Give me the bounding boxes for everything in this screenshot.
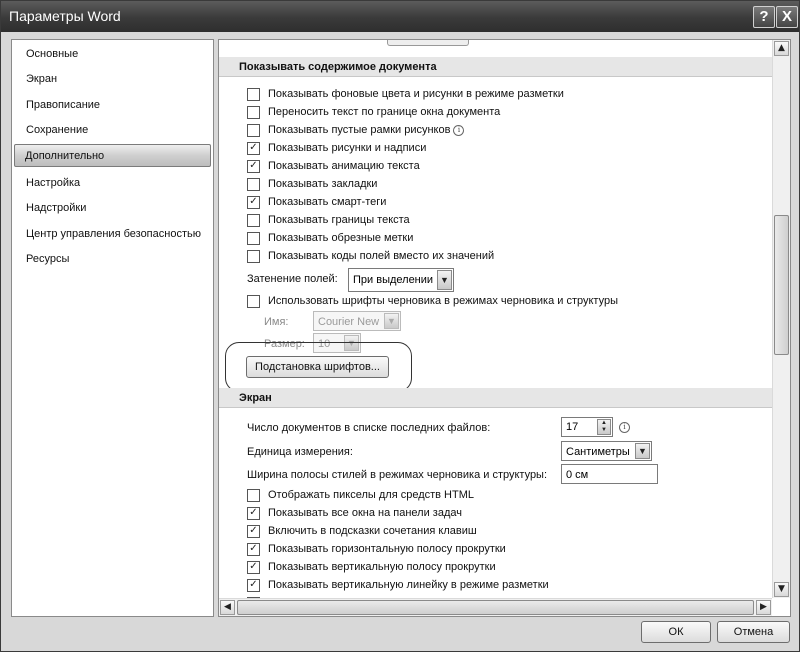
checkbox-row[interactable]	[247, 293, 618, 309]
font-size-label: Размер:	[264, 338, 305, 350]
checkbox-row[interactable]	[247, 212, 410, 228]
sidebar-item-customize[interactable]: Настройка	[26, 177, 81, 189]
info-icon: i	[619, 422, 630, 433]
section-header-display: Экран	[219, 388, 772, 408]
checkbox-row[interactable]	[247, 158, 420, 174]
checkbox[interactable]	[247, 214, 260, 227]
vertical-scroll-thumb[interactable]	[774, 215, 789, 355]
sidebar-item-display[interactable]: Экран	[26, 73, 58, 85]
checkbox-label: Отображать пикселы для средств HTML	[268, 489, 474, 501]
style-width-label: Ширина полосы стилей в режимах черновика и структуры:	[247, 469, 548, 481]
scroll-down-icon[interactable]: ▼	[774, 582, 789, 597]
checkbox[interactable]	[247, 295, 260, 308]
sidebar	[11, 39, 214, 617]
checkbox-label: Показывать вертикальную полосу прокрутки	[268, 561, 496, 573]
recent-docs-value: 17	[566, 421, 579, 433]
checkbox-label: Показывать горизонтальную полосу прокрутки	[268, 543, 506, 555]
checkmark-icon[interactable]: ✓	[247, 543, 260, 556]
spinner-arrows[interactable]	[597, 419, 611, 435]
title-bar	[1, 1, 799, 32]
checkmark-icon[interactable]: ✓	[247, 579, 260, 592]
options-content	[218, 39, 791, 617]
field-shading-label: Затенение полей:	[247, 273, 338, 285]
dropdown-icon[interactable]: ▼	[437, 270, 452, 290]
recent-docs-spinner[interactable]	[561, 417, 613, 437]
checkmark-icon[interactable]: ✓	[247, 196, 260, 209]
checkbox[interactable]	[247, 106, 260, 119]
checkbox-row[interactable]	[247, 541, 506, 557]
checkbox-row[interactable]	[247, 230, 413, 246]
dropdown-icon: ▼	[344, 335, 359, 351]
checkbox-row[interactable]	[247, 248, 494, 264]
checkbox-row[interactable]	[247, 577, 549, 593]
units-select[interactable]	[561, 441, 652, 461]
ok-button[interactable]: ОК	[641, 621, 711, 643]
sidebar-item-basic[interactable]: Основные	[26, 48, 79, 60]
checkbox-row[interactable]	[247, 559, 496, 575]
checkbox-row[interactable]	[247, 104, 500, 120]
checkbox-row[interactable]	[247, 523, 477, 539]
checkmark-icon[interactable]: ✓	[247, 525, 260, 538]
checkbox-row[interactable]	[247, 86, 564, 102]
field-shading-value: При выделении	[353, 274, 434, 286]
scroll-right-icon[interactable]: ▶	[756, 600, 771, 615]
horizontal-scrollbar[interactable]	[219, 598, 772, 616]
font-name-value: Courier New	[318, 316, 380, 328]
close-button[interactable]: X	[776, 6, 798, 28]
style-width-input[interactable]	[561, 464, 658, 484]
checkbox[interactable]	[247, 250, 260, 263]
checkbox-label: Показывать закладки	[268, 178, 378, 190]
checkbox[interactable]	[247, 88, 260, 101]
checkbox-label: Показывать фоновые цвета и рисунки в режиме разметки	[268, 88, 564, 100]
checkbox[interactable]	[247, 489, 260, 502]
checkbox-label: Показывать пустые рамки рисунков	[268, 124, 451, 136]
checkbox-label: Показывать границы текста	[268, 214, 410, 226]
checkbox-label: Показывать обрезные метки	[268, 232, 414, 244]
checkbox-row[interactable]	[247, 487, 474, 503]
vertical-scrollbar[interactable]	[772, 40, 790, 598]
checkmark-icon[interactable]: ✓	[247, 160, 260, 173]
help-button[interactable]: ?	[753, 6, 775, 28]
partial-control	[387, 40, 469, 46]
units-label: Единица измерения:	[247, 446, 353, 458]
checkbox-label: Показывать рисунки и надписи	[268, 142, 427, 154]
font-substitution-button[interactable]: Подстановка шрифтов...	[246, 356, 389, 378]
font-name-label: Имя:	[264, 316, 289, 328]
checkbox[interactable]	[247, 178, 260, 191]
sidebar-item-resources[interactable]: Ресурсы	[26, 253, 70, 265]
cancel-button[interactable]: Отмена	[717, 621, 790, 643]
sidebar-item-proofing[interactable]: Правописание	[26, 99, 101, 111]
horizontal-scroll-thumb[interactable]	[237, 600, 754, 615]
checkbox[interactable]	[247, 124, 260, 137]
scroll-left-icon[interactable]: ◀	[220, 600, 235, 615]
checkbox-row[interactable]	[247, 505, 462, 521]
checkmark-icon[interactable]: ✓	[247, 142, 260, 155]
checkbox-row[interactable]	[247, 176, 377, 192]
window-title: Параметры Word	[9, 8, 121, 24]
font-size-value: 10	[318, 338, 331, 350]
scroll-up-icon[interactable]: ▲	[774, 41, 789, 56]
spin-up-icon[interactable]: ▲	[601, 420, 607, 426]
checkmark-icon[interactable]: ✓	[247, 561, 260, 574]
checkbox-row[interactable]	[247, 194, 386, 210]
checkbox-label: Показывать смарт-теги	[268, 196, 387, 208]
sidebar-item-trust-center[interactable]: Центр управления безопасностью	[26, 228, 201, 240]
checkbox-label: Включить в подсказки сочетания клавиш	[268, 525, 477, 537]
dropdown-icon: ▼	[384, 313, 399, 329]
checkbox-label: Показывать вертикальную линейку в режиме разметки	[268, 579, 549, 591]
sidebar-item-advanced[interactable]: Дополнительно	[14, 144, 211, 167]
checkbox[interactable]	[247, 232, 260, 245]
checkbox-label: Использовать шрифты черновика в режимах черновика и структуры	[268, 295, 618, 307]
field-shading-select[interactable]	[348, 268, 454, 292]
sidebar-item-save[interactable]: Сохранение	[26, 124, 89, 136]
checkbox-label: Показывать коды полей вместо их значений	[268, 250, 495, 262]
checkbox-label: Показывать анимацию текста	[268, 160, 420, 172]
checkbox-label: Показывать все окна на панели задач	[268, 507, 462, 519]
checkbox-label: Переносить текст по границе окна документа	[268, 106, 501, 118]
style-width-value: 0 см	[566, 469, 589, 481]
section-header-document-content: Показывать содержимое документа	[219, 57, 772, 77]
info-icon: i	[453, 125, 464, 136]
font-name-select	[313, 311, 401, 331]
units-value: Сантиметры	[566, 446, 630, 458]
spin-down-icon[interactable]: ▼	[601, 427, 607, 433]
checkbox-row[interactable]	[247, 122, 464, 138]
checkmark-icon[interactable]: ✓	[247, 507, 260, 520]
recent-docs-label: Число документов в списке последних файлов:	[247, 422, 491, 434]
sidebar-item-addins[interactable]: Надстройки	[26, 202, 87, 214]
checkbox-row[interactable]	[247, 140, 426, 156]
dropdown-icon[interactable]: ▼	[635, 443, 650, 459]
